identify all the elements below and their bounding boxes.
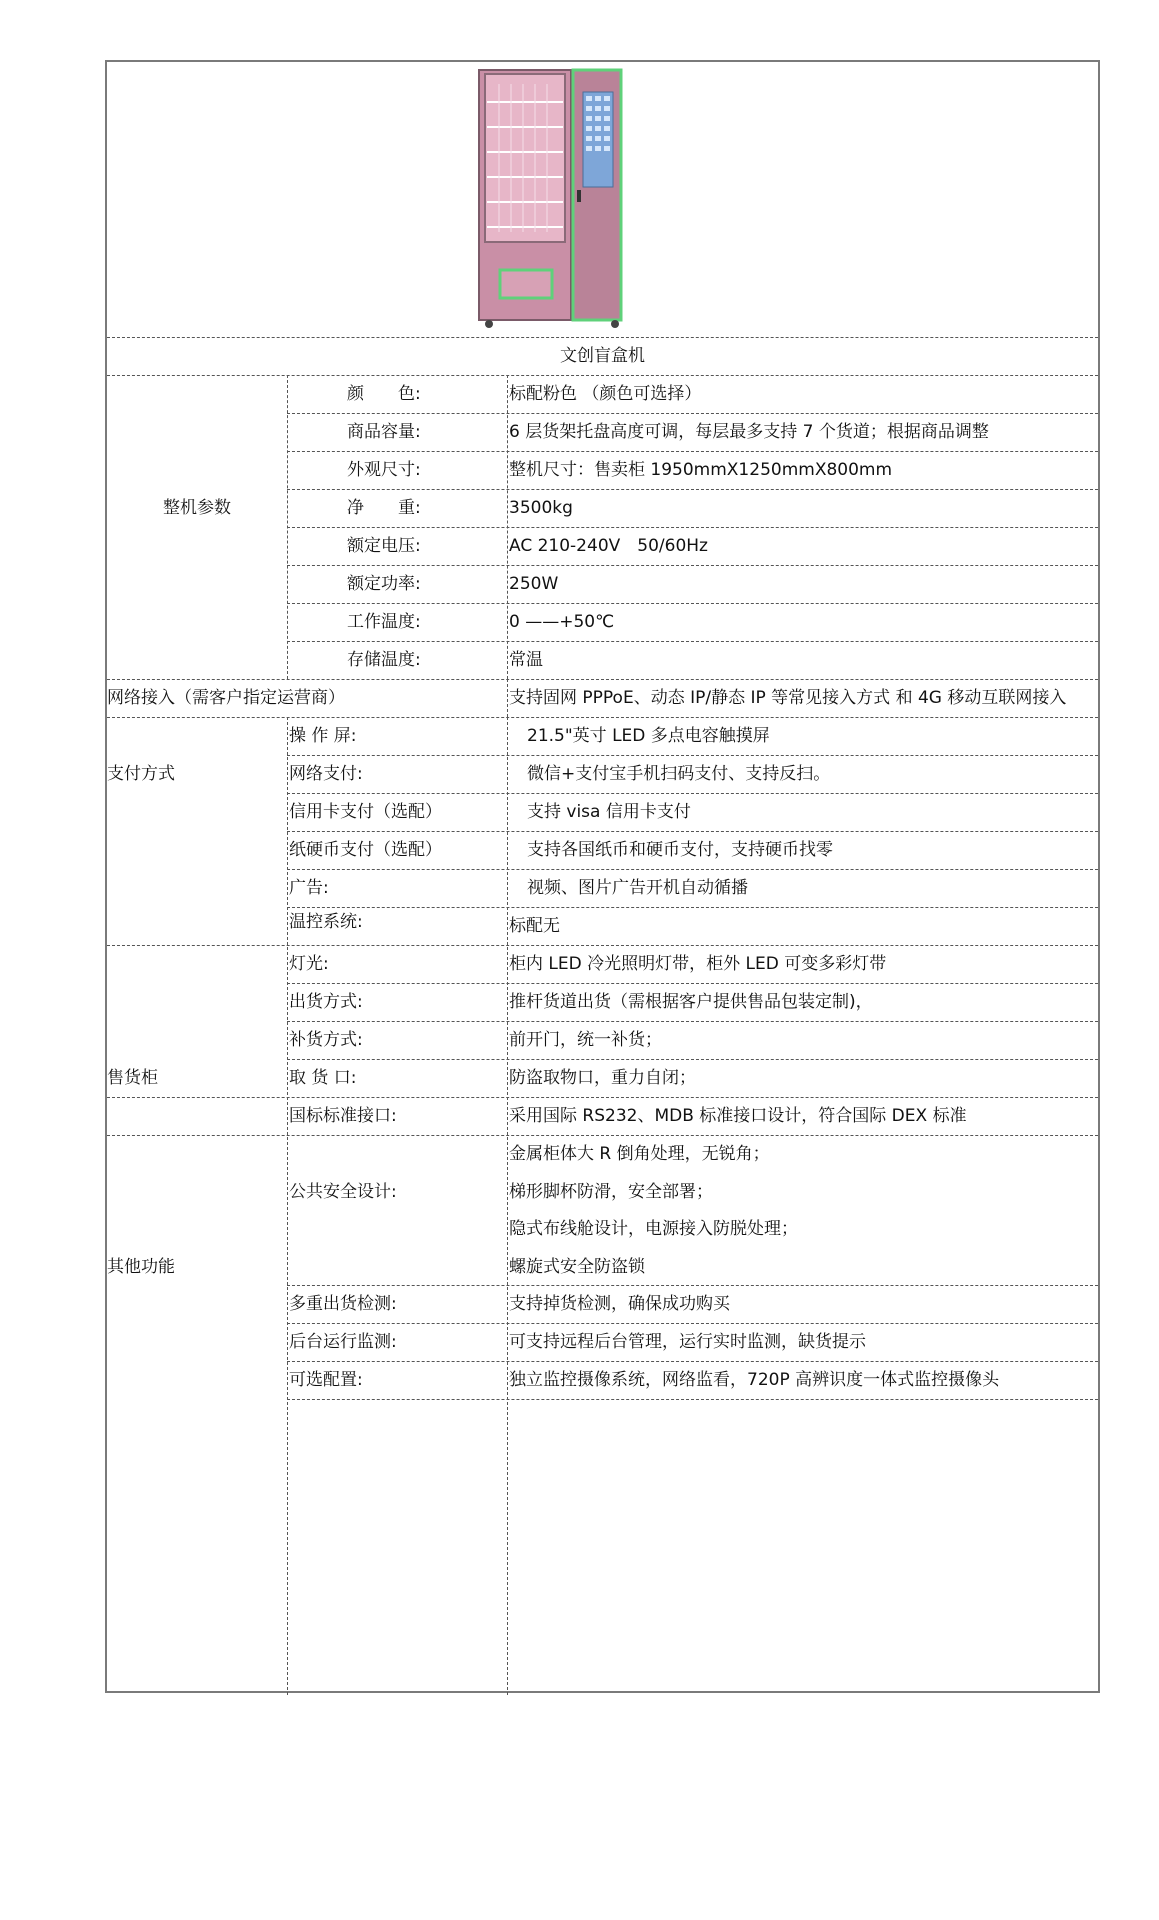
param-value-color: 标配粉色 （颜色可选择）: [509, 384, 702, 404]
payment-group-label: 支付方式: [107, 764, 175, 784]
safety-label: 公共安全设计:: [289, 1182, 397, 1202]
machine-params-group-label: 整机参数: [163, 498, 231, 518]
product-image-area: [107, 62, 1098, 337]
param-value-power: 250W: [509, 574, 559, 594]
other-label-detection: 多重出货检测:: [289, 1294, 397, 1314]
param-value-weight: 3500kg: [509, 498, 573, 518]
payment-label-screen: 操 作 屏:: [289, 726, 357, 746]
payment-label-temp-control: 温控系统:: [289, 912, 363, 932]
other-group-label: 其他功能: [107, 1257, 175, 1277]
param-value-storage-temp: 常温: [509, 650, 543, 670]
other-value-optional: 独立监控摄像系统，网络监看，720P 高辨识度一体式监控摄像头: [509, 1370, 1000, 1390]
payment-label-online: 网络支付:: [289, 764, 363, 784]
cabinet-label-restock: 补货方式:: [289, 1030, 363, 1050]
network-value: 支持固网 PPPoE、动态 IP/静态 IP 等常见接入方式 和 4G 移动互联网接入: [509, 688, 1067, 708]
param-label-weight: 净 重:: [347, 498, 421, 518]
network-label: 网络接入（需客户指定运营商）: [107, 688, 345, 708]
param-label-storage-temp: 存储温度:: [347, 650, 421, 670]
interface-label: 国标标准接口:: [289, 1106, 397, 1126]
payment-label-ads: 广告:: [289, 878, 329, 898]
cabinet-value-lighting: 柜内 LED 冷光照明灯带，柜外 LED 可变多彩灯带: [509, 954, 887, 974]
cabinet-value-restock: 前开门，统一补货；: [509, 1030, 662, 1050]
other-value-monitoring: 可支持远程后台管理，运行实时监测，缺货提示: [509, 1332, 866, 1352]
cabinet-group-label: 售货柜: [107, 1068, 158, 1088]
other-label-optional: 可选配置:: [289, 1370, 363, 1390]
other-label-monitoring: 后台运行监测:: [289, 1332, 397, 1352]
vending-machine-icon: [107, 62, 1098, 337]
param-label-work-temp: 工作温度:: [347, 612, 421, 632]
payment-label-cash: 纸硬币支付（选配）: [289, 840, 442, 860]
payment-value-temp-control: 标配无: [509, 916, 560, 936]
payment-label-credit: 信用卡支付（选配）: [289, 802, 442, 822]
param-value-dimensions: 整机尺寸：售卖柜 1950mmX1250mmX800mm: [509, 460, 893, 480]
cabinet-label-lighting: 灯光:: [289, 954, 329, 974]
interface-value: 采用国际 RS232、MDB 标准接口设计，符合国际 DEX 标准: [509, 1106, 967, 1126]
cabinet-value-pickup: 防盗取物口，重力自闭；: [509, 1068, 696, 1088]
spec-table: [105, 60, 1100, 1693]
cabinet-value-dispense: 推杆货道出货（需根据客户提供售品包装定制)，: [509, 992, 873, 1012]
param-label-color: 颜 色:: [347, 384, 421, 404]
payment-value-ads: 视频、图片广告开机自动循播: [527, 878, 748, 898]
safety-value-1: 金属柜体大 R 倒角处理，无锐角；: [509, 1144, 770, 1164]
cabinet-label-pickup: 取 货 口:: [289, 1068, 357, 1088]
safety-value-2: 梯形脚杯防滑，安全部署；: [509, 1182, 713, 1202]
safety-value-4: 螺旋式安全防盗锁: [509, 1257, 645, 1277]
safety-value-3: 隐式布线舱设计，电源接入防脱处理；: [509, 1219, 798, 1239]
param-value-voltage: AC 210-240V 50/60Hz: [509, 536, 708, 556]
cabinet-label-dispense: 出货方式:: [289, 992, 363, 1012]
param-label-capacity: 商品容量:: [347, 422, 421, 442]
payment-value-cash: 支持各国纸币和硬币支付，支持硬币找零: [527, 840, 833, 860]
param-value-capacity: 6 层货架托盘高度可调，每层最多支持 7 个货道；根据商品调整: [509, 422, 989, 442]
param-label-voltage: 额定电压:: [347, 536, 421, 556]
other-value-detection: 支持掉货检测，确保成功购买: [509, 1294, 730, 1314]
param-label-power: 额定功率:: [347, 574, 421, 594]
payment-value-credit: 支持 visa 信用卡支付: [527, 802, 691, 822]
payment-value-online: 微信+支付宝手机扫码支付、支持反扫。: [527, 764, 831, 784]
param-value-work-temp: 0 ——+50℃: [509, 612, 615, 632]
param-label-dimensions: 外观尺寸:: [347, 460, 421, 480]
product-title: 文创盲盒机: [560, 346, 645, 366]
payment-value-screen: 21.5"英寸 LED 多点电容触摸屏: [527, 726, 770, 746]
